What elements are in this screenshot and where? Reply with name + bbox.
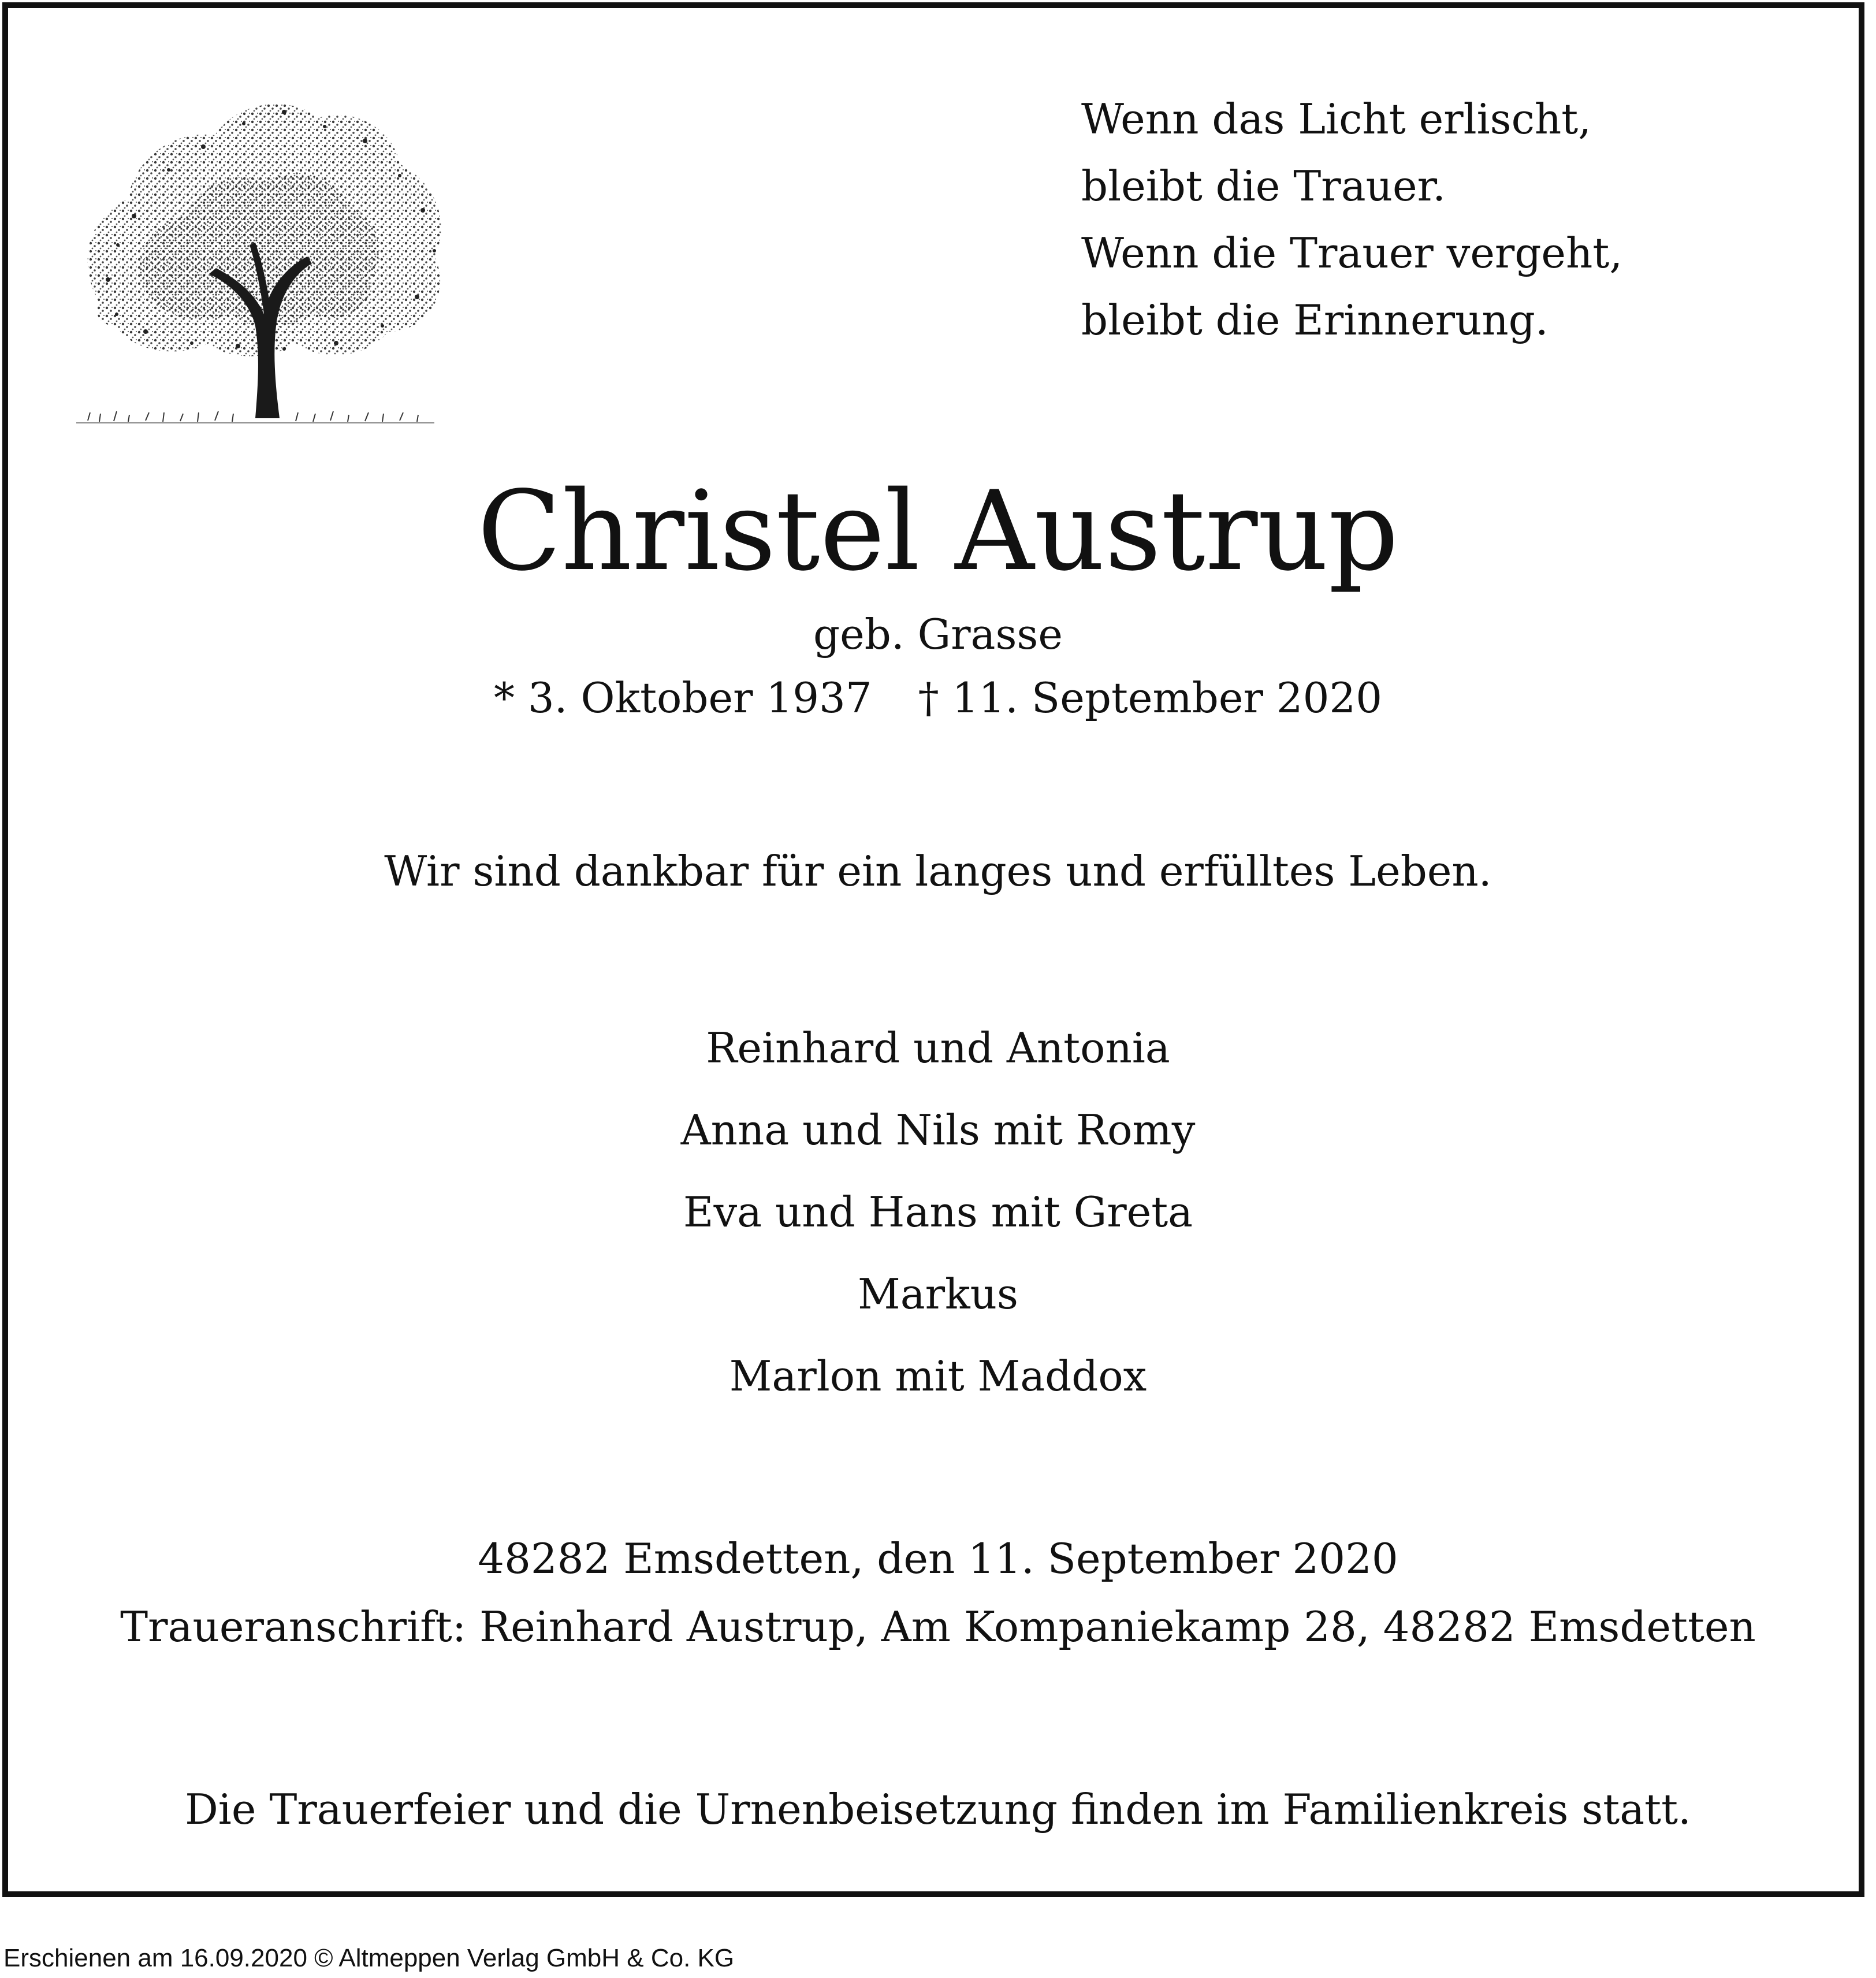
gratitude-text: Wir sind dankbar für ein langes und erfülltes Leben. — [384, 847, 1492, 895]
death-date: † 11. September 2020 — [918, 674, 1382, 722]
place-date: 48282 Emsdetten, den 11. September 2020 — [478, 1534, 1398, 1583]
poem-line: bleibt die Trauer. — [1081, 162, 1446, 210]
family-list — [0, 1020, 1876, 1430]
poem-line: bleibt die Erinnerung. — [1081, 296, 1549, 344]
family-member: Eva und Hans mit Greta — [683, 1188, 1193, 1236]
family-member: Markus — [857, 1270, 1018, 1318]
ceremony-note: Die Trauerfeier und die Urnenbeisetzung finden im Familienkreis statt. — [185, 1785, 1691, 1834]
tree-illustration — [65, 72, 457, 453]
poem-line: Wenn das Licht erlischt, — [1081, 95, 1592, 143]
family-member: Reinhard und Antonia — [706, 1024, 1170, 1072]
poem-line: Wenn die Trauer vergeht, — [1081, 229, 1623, 277]
maiden-name: geb. Grasse — [813, 610, 1063, 659]
deceased-name: Christel Austrup — [477, 467, 1399, 595]
family-member: Anna und Nils mit Romy — [680, 1106, 1196, 1154]
tree-grass — [76, 411, 434, 423]
birth-date: * 3. Oktober 1937 — [493, 674, 872, 722]
life-dates — [0, 670, 1876, 726]
poem — [1081, 85, 1622, 354]
family-member: Marlon mit Maddox — [729, 1352, 1147, 1400]
mourning-address: Traueranschrift: Reinhard Austrup, Am Kompaniekamp 28, 48282 Emsdetten — [120, 1603, 1756, 1651]
publication-credit: Erschienen am 16.09.2020 © Altmeppen Verlag GmbH & Co. KG — [3, 1944, 735, 1972]
